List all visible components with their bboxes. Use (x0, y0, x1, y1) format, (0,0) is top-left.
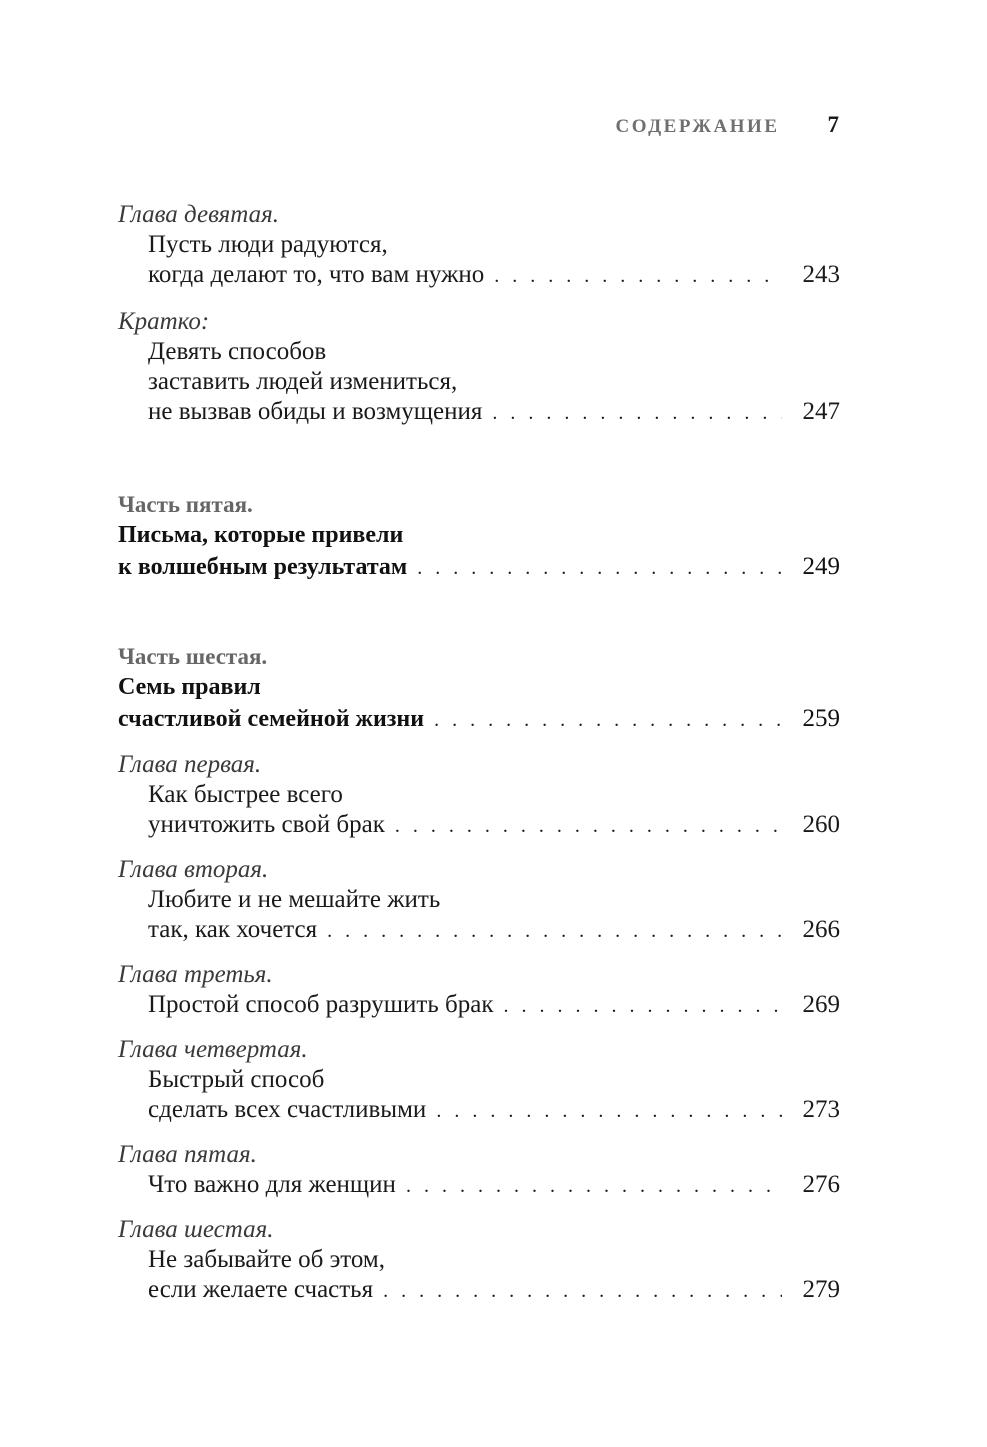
entry-title-text: Девять способов (148, 338, 327, 365)
entry-title-text: сделать всех счастливыми (148, 1096, 427, 1123)
part-label: Часть шестая. (118, 644, 268, 669)
toc-entry-chapter-one[interactable] (118, 750, 840, 841)
entry-title-text: не вызвав обиды и возмущения (148, 398, 483, 425)
entry-title-text: когда делают то, что вам нужно (148, 261, 485, 288)
entry-page-number: 259 (802, 705, 840, 732)
running-header (616, 112, 839, 138)
entry-title-line (118, 230, 840, 260)
entry-title-line (118, 397, 840, 428)
dot-leader (327, 916, 782, 946)
entry-page-number: 276 (802, 1171, 840, 1198)
entry-title-text: Что важно для женщин (148, 1171, 396, 1198)
dot-leader (494, 261, 782, 291)
chapter-label: Глава шестая. (118, 1216, 274, 1243)
toc-entry-chapter-five[interactable] (118, 1140, 840, 1201)
dot-leader (395, 811, 782, 841)
part-title-text: к волшебным результатам (118, 554, 408, 580)
entry-page-number: 266 (802, 916, 840, 943)
entry-title-line (118, 260, 840, 291)
entry-title-line (118, 337, 840, 367)
entry-title-line (118, 810, 840, 841)
toc-entry-chapter-two[interactable] (118, 855, 840, 946)
part-title-text: Семь правил (118, 674, 261, 700)
chapter-label: Глава девятая. (118, 201, 279, 228)
toc-entry-summary[interactable] (118, 307, 840, 428)
entry-title-line (118, 990, 840, 1021)
entry-title-text: Пусть люди радуются, (148, 231, 388, 258)
part-title-line (118, 551, 840, 584)
entry-page-number: 249 (802, 553, 840, 580)
dot-leader (436, 1096, 782, 1126)
running-title: СОДЕРЖАНИЕ (615, 116, 780, 137)
entry-page-number: 243 (802, 261, 840, 288)
entry-title-text: Любите и не мешайте жить (148, 886, 441, 913)
page-number: 7 (827, 112, 839, 137)
entry-title-line (118, 1095, 840, 1126)
entry-title-line (118, 1065, 840, 1095)
chapter-label: Глава пятая. (118, 1141, 257, 1168)
toc-entry-chapter-six[interactable] (118, 1215, 840, 1306)
entry-page-number: 260 (802, 811, 840, 838)
entry-title-text: заставить людей измениться, (148, 368, 458, 395)
table-of-contents (118, 200, 840, 1306)
dot-leader (383, 1276, 782, 1306)
entry-title-text: уничтожить свой брак (148, 811, 385, 838)
entry-title-text: Не забывайте об этом, (148, 1246, 385, 1273)
part-title-line (118, 672, 840, 703)
entry-title-text: Как быстрее всего (148, 781, 343, 808)
entry-title-line (118, 780, 840, 810)
part-title-text: счастливой семейной жизни (118, 706, 425, 732)
entry-page-number: 247 (802, 398, 840, 425)
dot-leader (406, 1171, 782, 1201)
entry-title-line (118, 885, 840, 915)
part-title-text: Письма, которые привели (118, 522, 404, 548)
dot-leader (417, 553, 782, 584)
toc-entry-part-five[interactable] (118, 490, 840, 584)
dot-leader (434, 705, 782, 736)
dot-leader (503, 991, 782, 1021)
toc-entry-chapter-nine[interactable] (118, 200, 840, 291)
part-title-line (118, 520, 840, 551)
toc-entry-part-six[interactable] (118, 642, 840, 736)
entry-title-line (118, 1275, 840, 1306)
entry-title-line (118, 915, 840, 946)
entry-title-text: если желаете счастья (148, 1276, 374, 1303)
entry-page-number: 269 (802, 991, 840, 1018)
toc-entry-chapter-three[interactable] (118, 960, 840, 1021)
toc-entry-chapter-four[interactable] (118, 1035, 840, 1126)
part-title-line (118, 703, 840, 736)
entry-page-number: 273 (802, 1096, 840, 1123)
chapter-label: Кратко: (118, 308, 210, 335)
entry-title-text: Простой способ разрушить брак (148, 991, 494, 1018)
chapter-label: Глава третья. (118, 961, 273, 988)
chapter-label: Глава вторая. (118, 856, 269, 883)
part-label: Часть пятая. (118, 492, 253, 517)
dot-leader (492, 398, 782, 428)
entry-title-line (118, 1170, 840, 1201)
entry-page-number: 279 (802, 1276, 840, 1303)
chapter-label: Глава первая. (118, 751, 262, 778)
entry-title-text: так, как хочется (148, 916, 318, 943)
entry-title-line (118, 1245, 840, 1275)
entry-title-text: Быстрый способ (148, 1066, 325, 1093)
chapter-label: Глава четвертая. (118, 1036, 308, 1063)
entry-title-line (118, 367, 840, 397)
